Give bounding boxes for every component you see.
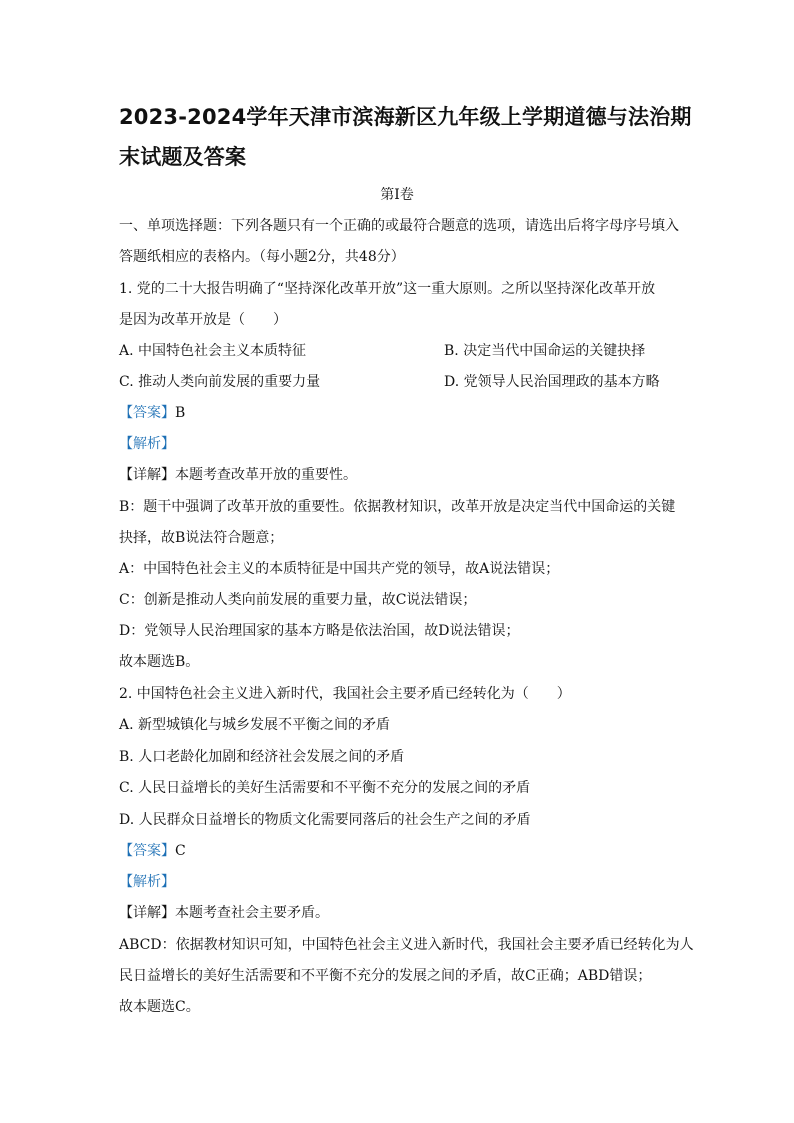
- q1-conclusion: 故本题选B。: [119, 654, 200, 670]
- q1-detail-text: 本题考查改革开放的重要性。: [175, 467, 357, 483]
- q2-detail-text: 本题考查社会主要矛盾。: [175, 905, 329, 921]
- q2-analysis-row: [119, 875, 679, 889]
- q2-conclusion: 故本题选C。: [119, 999, 200, 1015]
- q1-analysis-row: [119, 437, 679, 451]
- q2-analysis-tag: 【解析】: [119, 874, 175, 890]
- q2-detail-row: [119, 906, 679, 920]
- q2-answer-value: C: [175, 843, 186, 859]
- q2-option-b: B. 人口老龄化加剧和经济社会发展之间的矛盾: [119, 749, 405, 765]
- q2-option-c: C. 人民日益增长的美好生活需要和不平衡不充分的发展之间的矛盾: [119, 780, 531, 796]
- q1-explanation-c: C：创新是推动人类向前发展的重要力量，故C说法错误；: [119, 592, 477, 608]
- q2-detail-tag: 【详解】: [119, 905, 175, 921]
- q1-option-c: C. 推动人类向前发展的重要力量: [119, 374, 321, 390]
- q1-explanation-d: D：党领导人民治理国家的基本方略是依法治国，故D说法错误；: [119, 623, 520, 639]
- q2-explanation-line-1: ABCD：依据教材知识可知，中国特色社会主义进入新时代，我国社会主要矛盾已经转化为人: [119, 937, 694, 953]
- q1-explanation-b-line-2: 抉择，故B说法符合题意；: [119, 530, 284, 546]
- q2-answer-row: [119, 844, 679, 858]
- document-title-line-2: 末试题及答案: [119, 145, 247, 169]
- q2-answer-tag: 【答案】: [119, 843, 175, 859]
- q1-analysis-tag: 【解析】: [119, 436, 175, 452]
- q2-option-d: D. 人民群众日益增长的物质文化需要同落后的社会生产之间的矛盾: [119, 812, 531, 828]
- q1-answer-value: B: [175, 405, 186, 421]
- q1-option-a: A. 中国特色社会主义本质特征: [119, 343, 307, 359]
- q1-detail-row: [119, 468, 679, 482]
- q2-stem: 2. 中国特色社会主义进入新时代，我国社会主要矛盾已经转化为（ ）: [119, 686, 571, 702]
- q1-explanation-a: A：中国特色社会主义的本质特征是中国共产党的领导，故A说法错误；: [119, 561, 560, 577]
- q1-stem-line-2: 是因为改革开放是（ ）: [119, 312, 287, 328]
- q1-explanation-b-line-1: B：题干中强调了改革开放的重要性。依据教材知识，改革开放是决定当代中国命运的关键: [119, 499, 676, 515]
- instructions-line-1: 一、单项选择题：下列各题只有一个正确的或最符合题意的选项，请选出后将字母序号填入: [119, 218, 679, 234]
- document-title-line-1: 2023-2024学年天津市滨海新区九年级上学期道德与法治期: [119, 105, 692, 129]
- instructions-line-2: 答题纸相应的表格内。（每小题2分，共48分）: [119, 249, 405, 265]
- q1-answer-tag: 【答案】: [119, 405, 175, 421]
- section-header: 第Ⅰ卷: [380, 187, 414, 203]
- q2-option-a: A. 新型城镇化与城乡发展不平衡之间的矛盾: [119, 717, 391, 733]
- q2-explanation-line-2: 民日益增长的美好生活需要和不平衡不充分的发展之间的矛盾，故C正确；ABD错误；: [119, 968, 652, 984]
- q1-stem-line-1: 1. 党的二十大报告明确了“坚持深化改革开放”这一重大原则。之所以坚持深化改革开放: [119, 281, 656, 297]
- q1-option-d: D. 党领导人民治国理政的基本方略: [444, 374, 660, 390]
- q1-option-b: B. 决定当代中国命运的关键抉择: [444, 343, 646, 359]
- q1-detail-tag: 【详解】: [119, 467, 175, 483]
- q1-answer-row: [119, 406, 679, 420]
